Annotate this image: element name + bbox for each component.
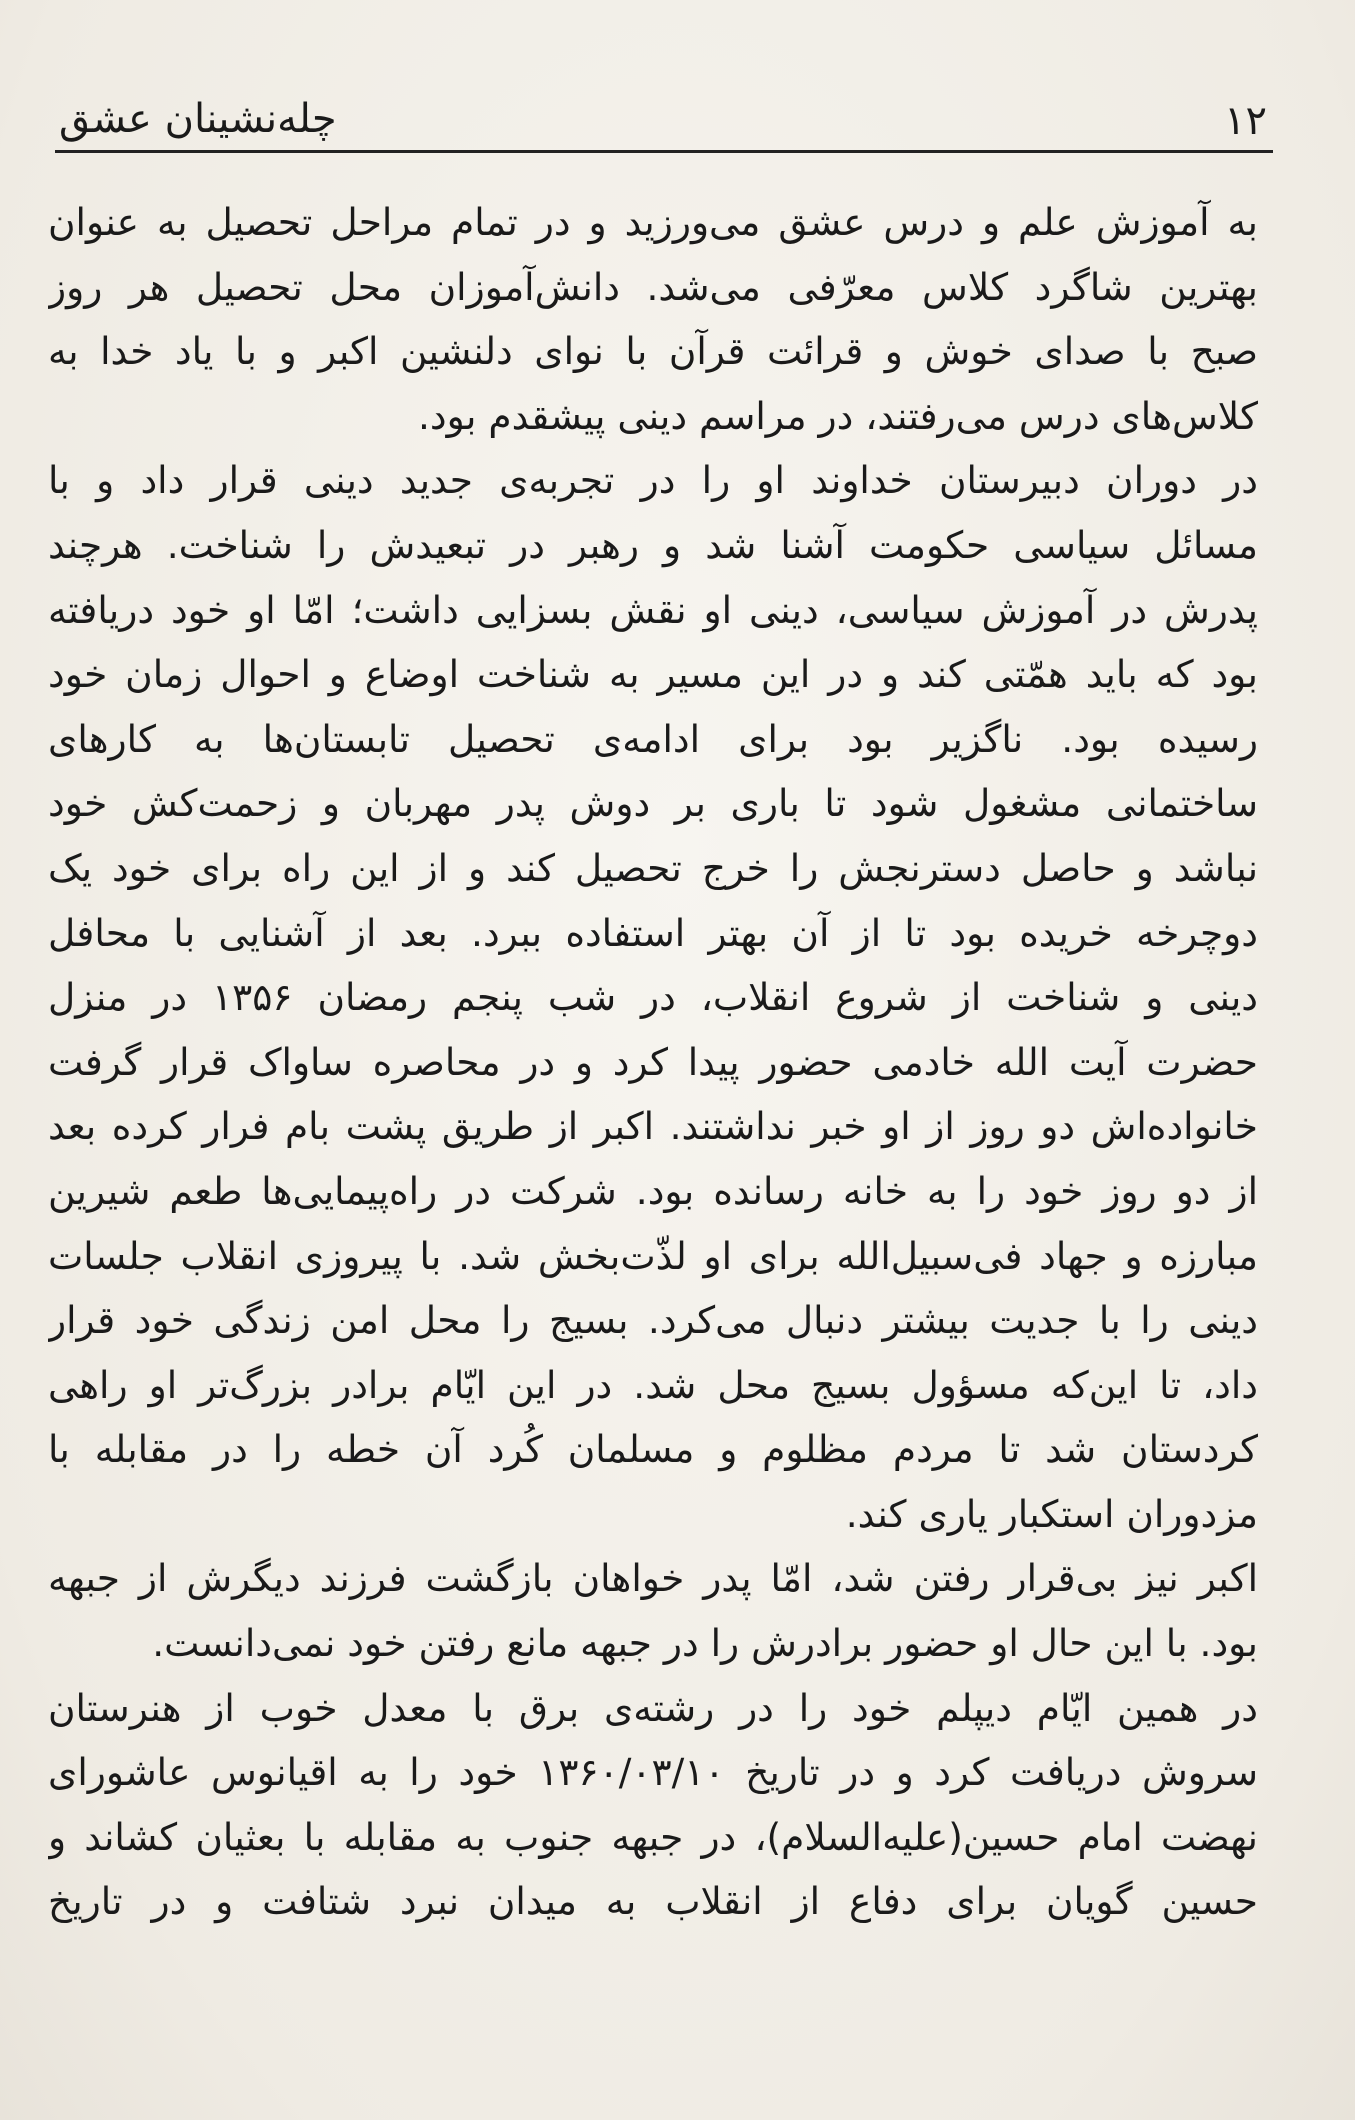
text-line: داد، تا این‌که مسؤول بسیج محل شد. در این ایّام برادر بزرگ‌تر او راهی <box>48 1362 1258 1407</box>
text-line: مبارزه و جهاد فی‌سبیل‌الله برای او لذّت‌بخش شد. با پیروزی انقلاب جلسات <box>48 1233 1258 1278</box>
text-line: حضرت آیت الله خادمی حضور پیدا کرد و در محاصره ساواک قرار گرفت <box>48 1039 1258 1084</box>
text-line: خانواده‌اش دو روز از او خبر نداشتند. اکبر از طریق پشت بام فرار کرده بعد <box>48 1104 1258 1149</box>
text-line: در دوران دبیرستان خداوند او را در تجربه‌ی جدید دینی قرار داد و با <box>48 458 1258 503</box>
page-number: ۱۲ <box>1224 98 1267 144</box>
text-line: به آموزش علم و درس عشق می‌ورزید و در تمام مراحل تحصیل به عنوان <box>48 200 1258 244</box>
text-line: پدرش در آموزش سیاسی، دینی او نقش بسزایی داشت؛ امّا او خود دریافته <box>48 587 1258 632</box>
text-line: در همین ایّام دیپلم خود را در رشته‌ی برق با معدل خوب از هنرستان <box>48 1685 1258 1730</box>
page-header <box>55 92 1275 152</box>
text-line: سروش دریافت کرد و در تاریخ ۱۳۶۰/۰۳/۱۰ خود را به اقیانوس عاشورای <box>48 1750 1258 1795</box>
text-line: مزدوران استکبار یاری کند. <box>845 1491 1258 1536</box>
header-rule <box>55 150 1273 153</box>
text-line: بود. با این حال او حضور برادرش را در جبهه مانع رفتن خود نمی‌دانست. <box>152 1621 1258 1666</box>
text-line: کردستان شد تا مردم مظلوم و مسلمان کُرد آن خطه را در مقابله با <box>48 1427 1258 1472</box>
text-line: دوچرخه خریده بود تا از آن بهتر استفاده ببرد. بعد از آشنایی با محافل <box>48 910 1258 955</box>
text-line: دینی و شناخت از شروع انقلاب، در شب پنجم رمضان ۱۳۵۶ در منزل <box>48 975 1258 1020</box>
body-text <box>48 190 1258 1934</box>
text-line: حسین گویان برای دفاع از انقلاب به میدان نبرد شتافت و در تاریخ <box>48 1879 1258 1924</box>
text-line: رسیده بود. ناگزیر بود برای ادامه‌ی تحصیل تابستان‌ها به کارهای <box>48 716 1258 761</box>
text-line: دینی را با جدیت بیشتر دنبال می‌کرد. بسیج را محل امن زندگی خود قرار <box>48 1298 1258 1343</box>
text-line: مسائل سیاسی حکومت آشنا شد و رهبر در تبعیدش را شناخت. هرچند <box>48 522 1258 567</box>
text-line: از دو روز خود را به خانه رسانده بود. شرکت در راه‌پیمایی‌ها طعم شیرین <box>48 1168 1258 1213</box>
running-title: چله‌نشینان عشق <box>59 96 337 142</box>
text-line: نهضت امام حسین(علیه‌السلام)، در جبهه جنوب به مقابله با بعثیان کشاند و <box>48 1814 1258 1859</box>
text-line: بود که باید همّتی کند و در این مسیر به شناخت اوضاع و احوال زمان خود <box>48 652 1258 697</box>
text-line: ساختمانی مشغول شود تا باری بر دوش پدر مهربان و زحمت‌کش خود <box>48 781 1258 826</box>
text-line: کلاس‌های درس می‌رفتند، در مراسم دینی پیشقدم بود. <box>418 393 1258 438</box>
text-line: صبح با صدای خوش و قرائت قرآن با نوای دلنشین اکبر و با یاد خدا به <box>48 329 1258 374</box>
text-line: اکبر نیز بی‌قرار رفتن شد، امّا پدر خواهان بازگشت فرزند دیگرش از جبهه <box>48 1556 1258 1601</box>
text-line: نباشد و حاصل دسترنجش را خرج تحصیل کند و از این راه برای خود یک <box>48 845 1258 890</box>
text-line: بهترین شاگرد کلاس معرّفی می‌شد. دانش‌آموزان محل تحصیل هر روز <box>48 264 1258 309</box>
